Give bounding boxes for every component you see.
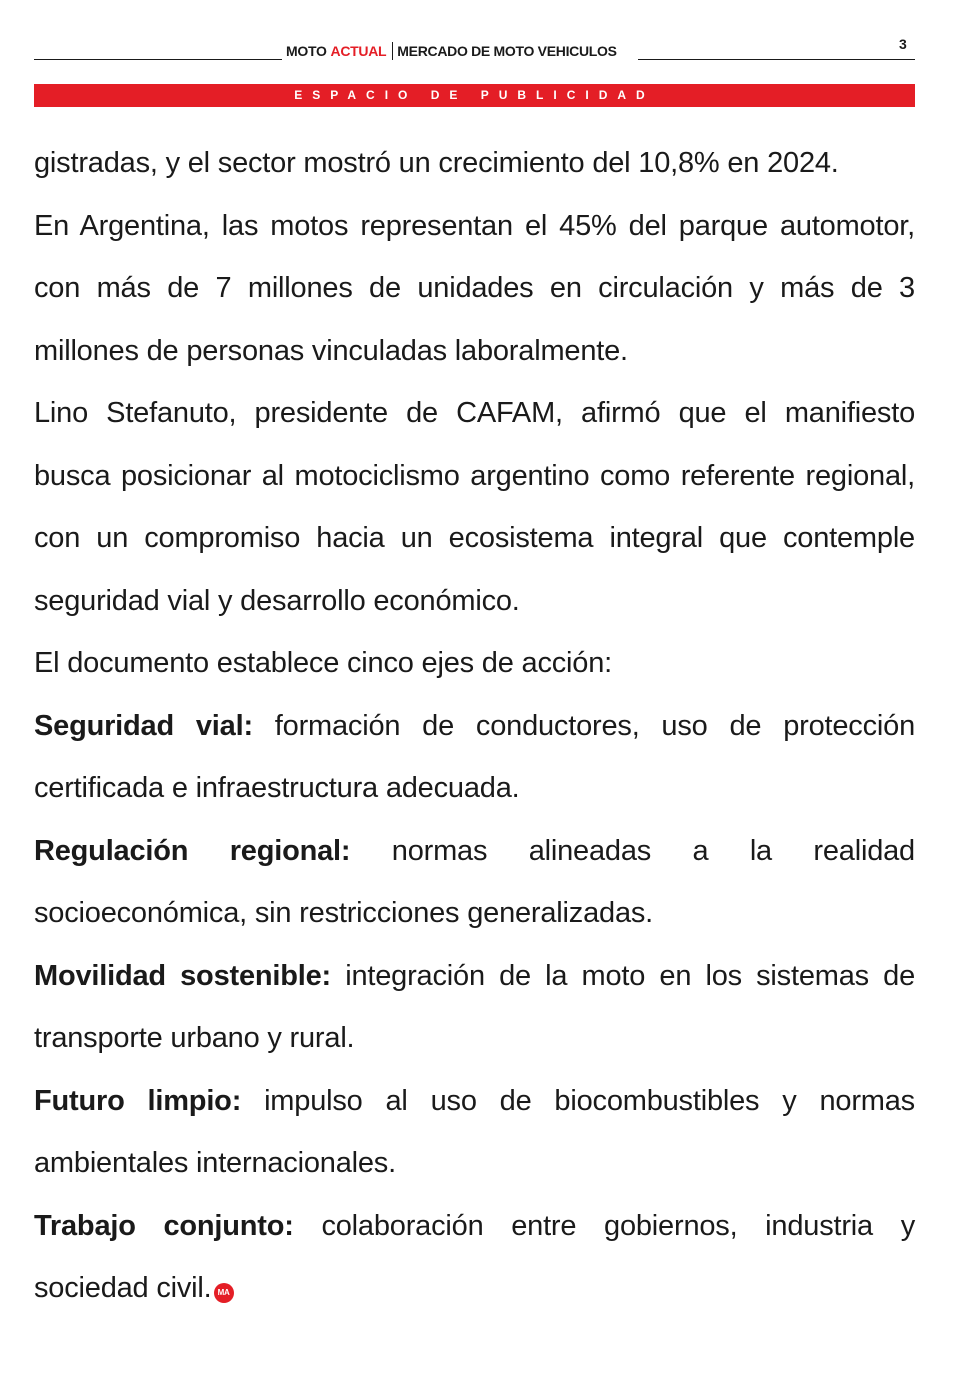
paragraph: El documento establece cinco ejes de acción: bbox=[34, 647, 612, 679]
axis-title: Trabajo conjunto: bbox=[34, 1209, 294, 1242]
axis-item bbox=[34, 695, 915, 820]
axis-item bbox=[34, 1070, 915, 1195]
masthead-divider bbox=[392, 42, 393, 60]
axis-item bbox=[34, 1195, 915, 1320]
masthead bbox=[286, 40, 617, 62]
brand-primary: MOTO bbox=[286, 43, 327, 59]
header-rule-left bbox=[34, 59, 282, 60]
axis-text: formación de conductores, uso de protección certificada e infraestructura adecuada. bbox=[34, 709, 915, 804]
axis-title: Seguridad vial: bbox=[34, 709, 253, 742]
axis-text: integración de la moto en los sistemas de transporte urbano y rural. bbox=[34, 959, 915, 1054]
end-mark-logo-icon: MA bbox=[214, 1283, 234, 1303]
axis-text: normas alineadas a la realidad socioeconómica, sin restricciones generalizadas. bbox=[34, 834, 915, 929]
axis-title: Futuro limpio: bbox=[34, 1084, 242, 1117]
axis-item bbox=[34, 820, 915, 945]
axis-title: Regulación regional: bbox=[34, 834, 351, 867]
page-header bbox=[0, 0, 974, 110]
brand-accent: ACTUAL bbox=[330, 43, 387, 59]
axis-title: Movilidad sostenible: bbox=[34, 959, 332, 992]
section-title: MERCADO DE MOTO VEHICULOS bbox=[397, 43, 617, 59]
ad-space-band: ESPACIO DE PUBLICIDAD bbox=[34, 84, 915, 107]
article-body bbox=[34, 132, 915, 1320]
axis-text: impulso al uso de biocombustibles y normas ambientales internacionales. bbox=[34, 1084, 915, 1179]
paragraph: En Argentina, las motos representan el 45% del parque automotor, con más de 7 millones de unidades en circulación y más de 3 millones de personas vinculadas laboralmente. bbox=[34, 209, 915, 367]
paragraph: Lino Stefanuto, presidente de CAFAM, afirmó que el manifiesto busca posicionar al motociclismo argentino como referente regional, con un compromiso hacia un ecosistema integral que contemple seguridad vial y desarrollo económico. bbox=[34, 397, 915, 617]
axis-text: colaboración entre gobiernos, industria y sociedad civil. bbox=[34, 1209, 915, 1304]
paragraph: gistradas, y el sector mostró un crecimiento del 10,8% en 2024. bbox=[34, 147, 839, 179]
axis-item bbox=[34, 945, 915, 1070]
page-number: 3 bbox=[899, 36, 907, 52]
header-rule-right bbox=[638, 59, 915, 60]
